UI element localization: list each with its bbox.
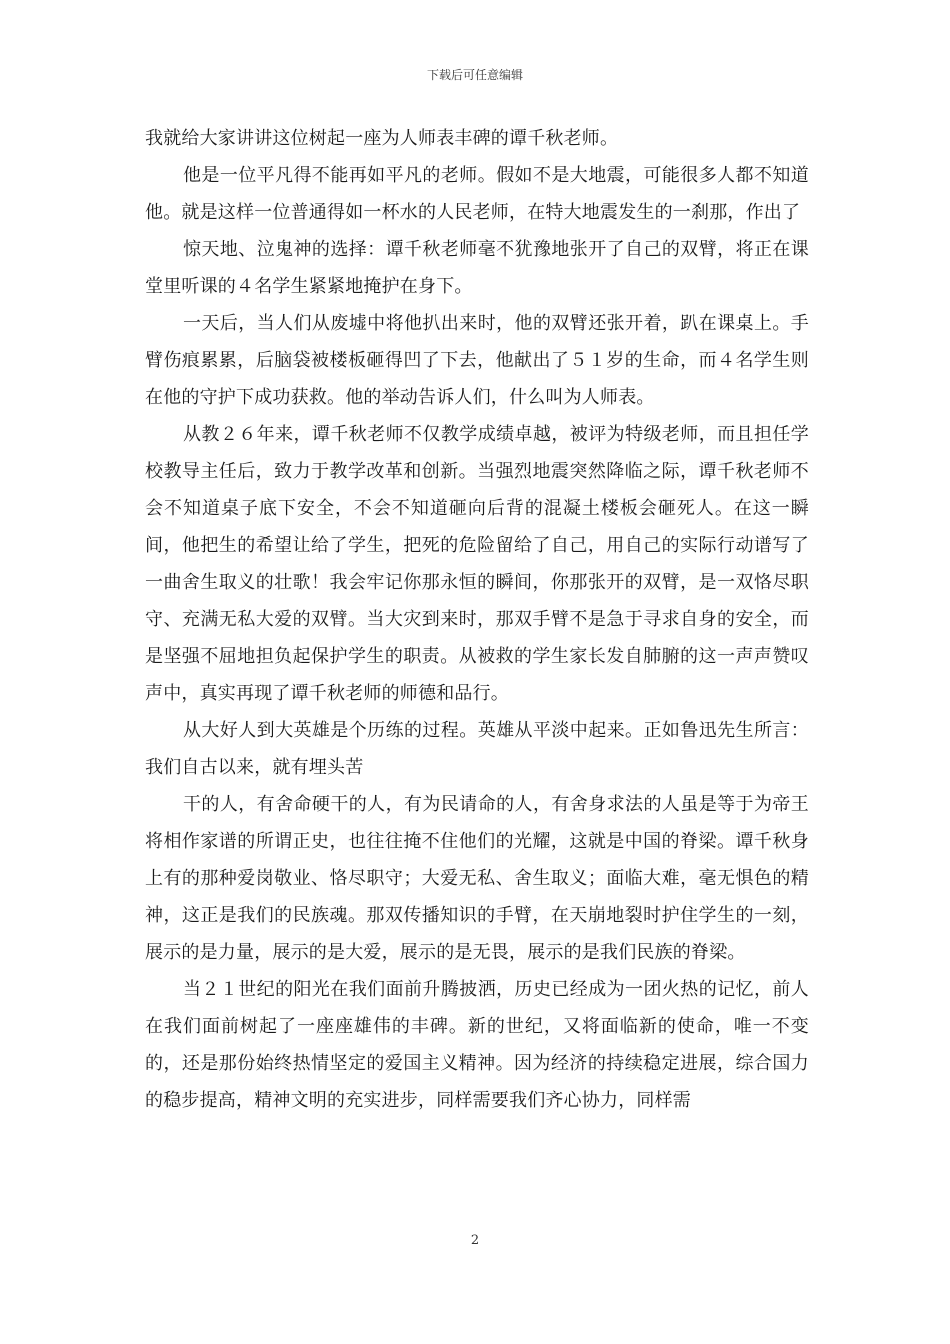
page-number: 2 [470,1233,480,1248]
paragraph-5: 从教２６年来，谭千秋老师不仅教学成绩卓越，被评为特级老师，而且担任学校教导主任后，致力于教学改革和创新。当强烈地震突然降临之际，谭千秋老师不会不知道桌子底下安全，不会不知道砸向后背的混凝土楼板会砸死人。在这一瞬间，他把生的希望让给了学生，把死的危险留给了自己，用自己的实际行动谱写了一曲舍生取义的壮歌！我会牢记你那永恒的瞬间，你那张开的双臂，是一双恪尽职守、充满无私大爱的双臂。当大灾到来时，那双手臂不是急于寻求自身的安全，而是坚强不屈地担负起保护学生的职责。从被救的学生家长发自肺腑的这一声声赞叹声中，真实再现了谭千秋老师的师德和品行。 [145,424,809,704]
paragraph-8: 当２１世纪的阳光在我们面前升腾披洒，历史已经成为一团火热的记忆，前人在我们面前树起了一座座雄伟的丰碑。新的世纪，又将面临新的使命，唯一不变的，还是那份始终热情坚定的爱国主义精神。因为经济的持续稳定进展，综合国力的稳步提高，精神文明的充实进步，同样需要我们齐心协力，同样需 [145,979,809,1111]
paragraph-4: 一天后，当人们从废墟中将他扒出来时，他的双臂还张开着，趴在课桌上。手臂伤痕累累，后脑袋被楼板砸得凹了下去，他献出了５１岁的生命，而４名学生则在他的守护下成功获救。他的举动告诉人们，什么叫为人师表。 [145,313,809,408]
paragraph-7: 干的人，有舍命硬干的人，有为民请命的人，有舍身求法的人虽是等于为帝王将相作家谱的所谓正史，也往往掩不住他们的光耀，这就是中国的脊梁。谭千秋身上有的那种爱岗敬业、恪尽职守；大爱无私、舍生取义；面临大难，毫无惧色的精神，这正是我们的民族魂。那双传播知识的手臂，在天崩地裂时护住学生的一刻，展示的是力量，展示的是大爱，展示的是无畏，展示的是我们民族的脊梁。 [145,794,809,963]
paragraph-2: 他是一位平凡得不能再如平凡的老师。假如不是大地震，可能很多人都不知道他。就是这样一位普通得如一杯水的人民老师，在特大地震发生的一刹那，作出了 [145,165,809,223]
paragraph-6: 从大好人到大英雄是个历练的过程。英雄从平淡中起来。正如鲁迅先生所言：我们自古以来，就有埋头苦 [145,720,809,778]
paragraph-1: 我就给大家讲讲这位树起一座为人师表丰碑的谭千秋老师。 [145,128,619,149]
page-header: 下载后可任意编辑 [426,68,523,82]
document-body [145,120,809,1119]
paragraph-3: 惊天地、泣鬼神的选择：谭千秋老师毫不犹豫地张开了自己的双臂，将正在课堂里听课的４名学生紧紧地掩护在身下。 [145,239,809,297]
